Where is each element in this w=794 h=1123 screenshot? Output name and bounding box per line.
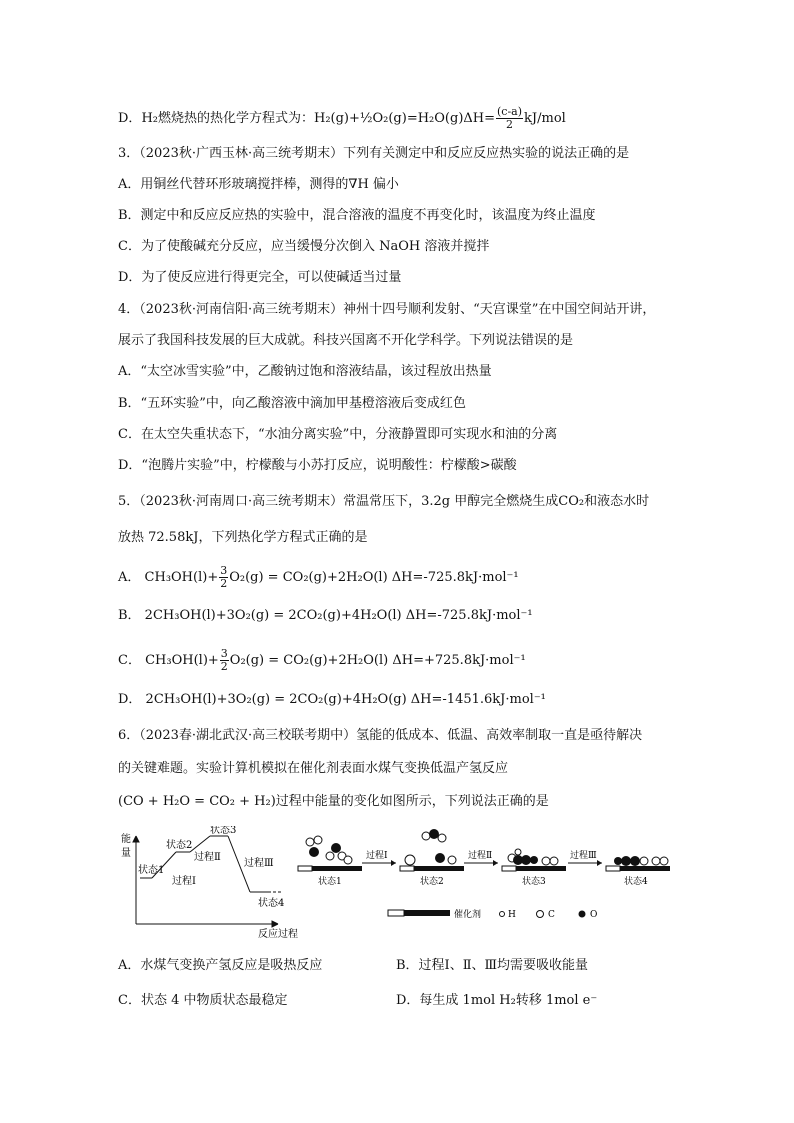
arrow-process2-label: 过程Ⅱ	[468, 851, 493, 861]
q6-stem-line2: 的关键难题。实验计算机模拟在催化剂表面水煤气变换低温产氢反应	[118, 761, 509, 776]
formula-part: O₂(g) = CO₂(g)+2H₂O(l) ΔH=-725.8kJ·mol⁻¹	[229, 570, 519, 585]
q4-option-d: D．“泡腾片实验”中，柠檬酸与小苏打反应，说明酸性：柠檬酸>碳酸	[118, 458, 517, 473]
q2-option-d-text: H₂燃烧热的热化学方程式为：H₂(g)+½O₂(g)=H₂O(g)ΔH=	[141, 111, 496, 126]
state4-figure	[606, 856, 670, 871]
state2-caption: 状态2	[420, 877, 444, 887]
q3-option-c: C．为了使酸碱充分反应，应当缓慢分次倒入 NaOH 溶液并搅拌	[118, 239, 490, 254]
q6-stem-line1: 6．（2023春·湖北武汉·高三校联考期中）氢能的低成本、低温、高效率制取一直是亟待解决	[118, 728, 643, 743]
q5-stem-line2: 放热 72.58kJ，下列热化学方程式正确的是	[118, 530, 368, 545]
unit: kJ/mol	[524, 111, 566, 126]
q3-option-d: D．为了使反应进行得更完全，可以使碱适当过量	[118, 270, 402, 285]
curve-process2	[190, 836, 210, 852]
fraction	[219, 565, 228, 590]
x-axis-arrow	[272, 921, 278, 927]
q6-stem-line3: (CO + H₂O = CO₂ + H₂)过程中能量的变化如图所示，下列说法正确的是	[118, 794, 549, 809]
q4-option-c: C．在太空失重状态下，“水油分离实验”中，分液静置即可实现水和油的分离	[118, 427, 558, 442]
q2-option-d	[118, 106, 566, 131]
q6-option-c: C．状态 4 中物质状态最稳定	[118, 993, 288, 1008]
y-label-1: 能	[121, 834, 131, 845]
y-axis-arrow	[133, 836, 139, 842]
fraction-denominator: 2	[220, 577, 228, 590]
q5-option-b: B． 2CH₃OH(l)+3O₂(g) = 2CO₂(g)+4H₂O(l) ΔH=-725.8kJ·mol⁻¹	[118, 608, 533, 623]
q3-stem: 3．（2023秋·广西玉林·高三统考期末）下列有关测定中和反应反应热实验的说法正确的是	[118, 146, 630, 161]
q6-option-d: D．每生成 1mol H₂转移 1mol e⁻	[396, 993, 598, 1008]
q4-stem-line2: 展示了我国科技发展的巨大成就。科技兴国离不开化学科学。下列说法错误的是	[118, 333, 574, 348]
x-axis-label: 反应过程	[258, 929, 298, 940]
state3-caption: 状态3	[522, 877, 546, 887]
legend-c: C	[548, 910, 555, 920]
state4-label: 状态4	[258, 898, 285, 909]
q4-stem-line1: 4．（2023秋·河南信阳·高三统考期末）神州十四号顺利发射、“天宫课堂”在中国空间站开讲，	[118, 302, 656, 317]
option-label: C．	[118, 653, 141, 668]
fraction-denominator: 2	[506, 118, 514, 131]
state3-figure	[502, 849, 566, 871]
state2-label: 状态2	[166, 840, 193, 851]
state1-label: 状态1	[138, 865, 165, 876]
process3-label: 过程Ⅲ	[244, 858, 274, 869]
state1-figure	[298, 836, 362, 871]
option-label: A．	[118, 570, 141, 585]
q3-option-a: A．用铜丝代替环形玻璃搅拌棒，测得的∇H 偏小	[118, 177, 399, 192]
fraction	[220, 648, 229, 673]
arrow-process3-label: 过程Ⅲ	[570, 851, 597, 861]
process2-label: 过程Ⅱ	[194, 852, 221, 863]
q5-option-d: D． 2CH₃OH(l)+3O₂(g) = 2CO₂(g)+4H₂O(g) ΔH=-1451.6kJ·mol⁻¹	[118, 692, 546, 707]
formula-part: CH₃OH(l)+	[145, 653, 219, 668]
legend	[388, 908, 597, 920]
q6-option-b: B．过程Ⅰ、Ⅱ、Ⅲ均需要吸收能量	[396, 958, 589, 973]
formula-part: CH₃OH(l)+	[144, 570, 219, 585]
arrow-process1-label: 过程Ⅰ	[366, 851, 388, 861]
q5-option-a	[118, 565, 519, 590]
y-label-2: 量	[121, 848, 131, 859]
fraction-denominator: 2	[220, 660, 228, 673]
state1-caption: 状态1	[318, 877, 342, 887]
legend-catalyst: 催化剂	[454, 910, 482, 920]
q4-option-a: A．“太空冰雪实验”中，乙酸钠过饱和溶液结晶，该过程放出热量	[118, 364, 492, 379]
legend-o: O	[590, 910, 598, 920]
state4-caption: 状态4	[624, 877, 648, 887]
q4-option-b: B．“五环实验”中，向乙酸溶液中滴加甲基橙溶液后变成红色	[118, 396, 466, 411]
state2-figure	[400, 829, 464, 871]
q5-option-c	[118, 648, 526, 673]
catalyst-process-diagram	[296, 828, 676, 928]
q6-option-a: A．水煤气变换产氢反应是吸热反应	[118, 958, 323, 973]
process1-label: 过程Ⅰ	[172, 876, 196, 887]
fraction-numerator: 3	[220, 564, 228, 577]
formula-part: O₂(g) = CO₂(g)+2H₂O(l) ΔH=+725.8kJ·mol⁻¹	[229, 653, 526, 668]
option-label: D．	[118, 111, 142, 126]
q5-stem-line1: 5．（2023秋·河南周口·高三统考期末）常温常压下，3.2g 甲醇完全燃烧生成CO₂和液态水时	[118, 494, 650, 509]
fraction	[496, 106, 523, 131]
fraction-numerator: 3	[220, 647, 228, 660]
fraction-numerator: (c-a)	[497, 105, 523, 118]
q3-option-b: B．测定中和反应反应热的实验中，混合溶液的温度不再变化时，该温度为终止温度	[118, 208, 596, 223]
legend-h: H	[508, 910, 516, 920]
state3-label: 状态3	[210, 826, 237, 836]
